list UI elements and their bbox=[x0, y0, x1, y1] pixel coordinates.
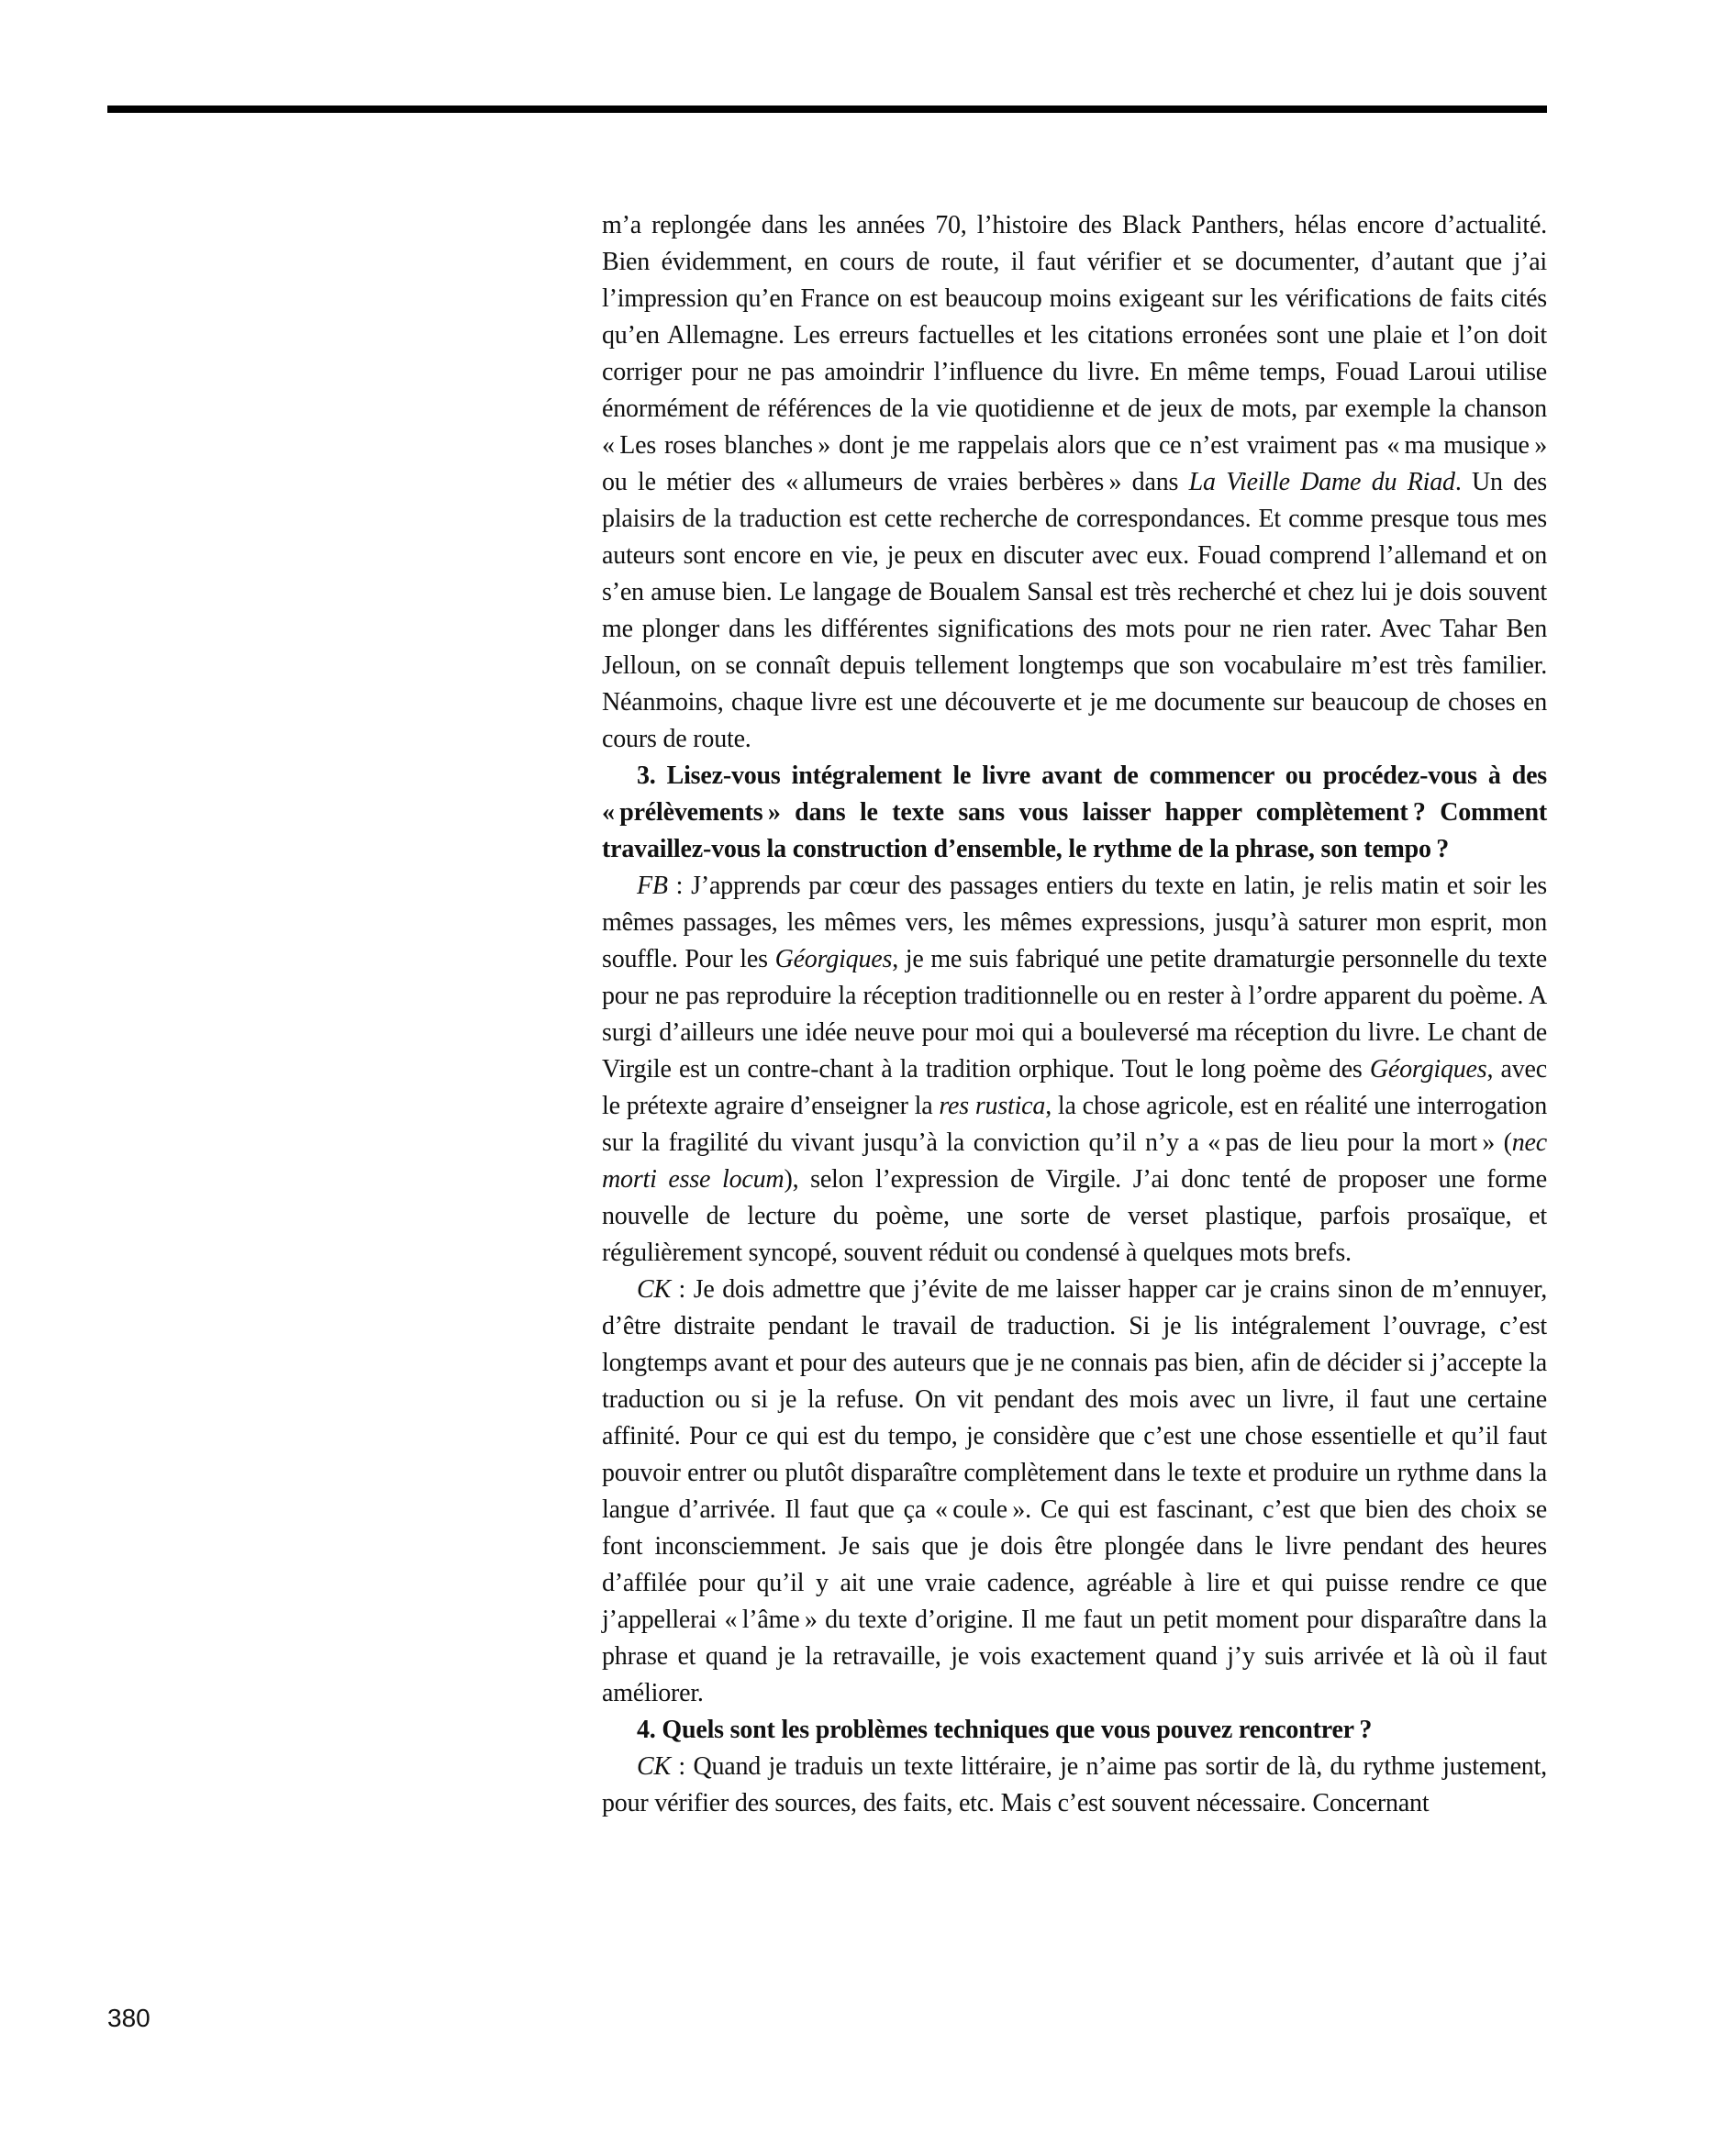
header-rule bbox=[107, 106, 1547, 113]
intro-text-after: . Un des plaisirs de la traduction est cette recherche de correspondances. Et comme presque tous mes auteurs sont encore en vie, je peux en discuter avec eux. Fouad comprend l’allemand et on s’en amuse bien. Le langage de Boualem Sansal est très recherché et chez lui je dois souvent me plonger dans les différentes significations des mots pour ne rien rater. Avec Tahar Ben Jelloun, on se connaît depuis tellement longtemps que son vocabulaire m’est très familier. Néanmoins, chaque livre est une découverte et je me documente sur beaucoup de choses en cours de route. bbox=[602, 468, 1547, 753]
fb-part-3: , avec le prétexte agraire d’enseigner la bbox=[602, 1055, 1547, 1120]
fb-part-1: : J’apprends par cœur des passages entiers du texte en latin, je relis matin et soir les mêmes passages, les mêmes vers, les mêmes expressions, jusqu’à saturer mon esprit, mon souffle. Pour les bbox=[602, 872, 1547, 973]
latin-res-rustica: res rustica bbox=[939, 1092, 1046, 1120]
question-4: 4. Quels sont les problèmes techniques que vous pouvez rencontrer ? bbox=[637, 1716, 1373, 1744]
speaker-initials-ck-1: CK bbox=[637, 1275, 671, 1304]
question-3: 3. Lisez-vous intégralement le livre avant de commencer ou procédez-vous à des « prélèvements » dans le texte sans vous laisser happer complètement ? Comment travaillez-vous la construction d’ensemble, le rythme de la phrase, son tempo ? bbox=[602, 761, 1547, 863]
ck2-text: : Quand je traduis un texte littéraire, je n’aime pas sortir de là, du rythme justement, pour vérifier des sources, des faits, etc. Mais c’est souvent nécessaire. Concernant bbox=[602, 1752, 1547, 1817]
page-number: 380 bbox=[107, 2004, 150, 2032]
intro-text-before: m’a replongée dans les années 70, l’histoire des Black Panthers, hélas encore d’actualité. Bien évidemment, en cours de route, il faut vérifier et se documenter, d’autant que j’ai l’impression qu’en France on est beaucoup moins exigeant sur les vérifications de faits cités qu’en Allemagne. Les erreurs factuelles et les citations erronées sont une plaie et l’on doit corriger pour ne pas amoindrir l’influence du livre. En même temps, Fouad Laroui utilise énormément de références de la vie quotidienne et de jeux de mots, par exemple la chanson « Les roses blanches » dont je me rappelais alors que ce n’est vraiment pas « ma musique » ou le métier des « allumeurs de vraies berbères » dans bbox=[602, 211, 1547, 496]
answer-fb bbox=[602, 868, 1547, 1272]
work-title-georgiques-2: Géorgiques bbox=[1369, 1055, 1487, 1084]
latin-nec-morti: nec morti esse locum bbox=[602, 1128, 1547, 1194]
speaker-initials-fb: FB bbox=[637, 872, 668, 900]
answer-ck-1 bbox=[602, 1272, 1547, 1712]
fb-part-4: , la chose agricole, est en réalité une interrogation sur la fragilité du vivant jusqu’à la conviction qu’il n’y a « pas de lieu pour la mort » ( bbox=[602, 1092, 1547, 1157]
speaker-initials-ck-2: CK bbox=[637, 1752, 671, 1781]
answer-ck-2 bbox=[602, 1749, 1547, 1822]
fb-part-2: , je me suis fabriqué une petite dramaturgie personnelle du texte pour ne pas reproduire la réception traditionnelle ou en rester à l’ordre apparent du poème. A surgi d’ailleurs une idée neuve pour moi qui a bouleversé ma réception du livre. Le chant de Virgile est un contre-chant à la tradition orphique. Tout le long poème des bbox=[602, 945, 1547, 1084]
book-title-italic: La Vieille Dame du Riad bbox=[1188, 468, 1455, 496]
paragraph-intro bbox=[602, 207, 1547, 758]
fb-part-5: ), selon l’expression de Virgile. J’ai donc tenté de proposer une forme nouvelle de lecture du poème, une sorte de verset plastique, parfois prosaïque, et régulièrement syncopé, souvent réduit ou condensé à quelques mots brefs. bbox=[602, 1165, 1547, 1267]
text-column bbox=[602, 207, 1547, 1822]
ck1-text: : Je dois admettre que j’évite de me laisser happer car je crains sinon de m’ennuyer, d’être distraite pendant le travail de traduction. Si je lis intégralement l’ouvrage, c’est longtemps avant et pour des auteurs que je ne connais pas bien, afin de décider si j’accepte la traduction ou si je la refuse. On vit pendant des mois avec un livre, il faut une certaine affinité. Pour ce qui est du tempo, je considère que c’est une chose essentielle et qu’il faut pouvoir entrer ou plutôt disparaître complètement dans le texte et produire un rythme dans la langue d’arrivée. Il faut que ça « coule ». Ce qui est fascinant, c’est que bien des choix se font inconsciemment. Je sais que je dois être plongée dans le livre pendant des heures d’affilée pour qu’il y ait une vraie cadence, agréable à lire et qui puisse rendre ce que j’appellerai « l’âme » du texte d’origine. Il me faut un petit moment pour disparaître dans la phrase et quand je la retravaille, je vois exactement quand j’y suis arrivée et là où il faut améliorer. bbox=[602, 1275, 1547, 1707]
work-title-georgiques-1: Géorgiques bbox=[774, 945, 893, 973]
